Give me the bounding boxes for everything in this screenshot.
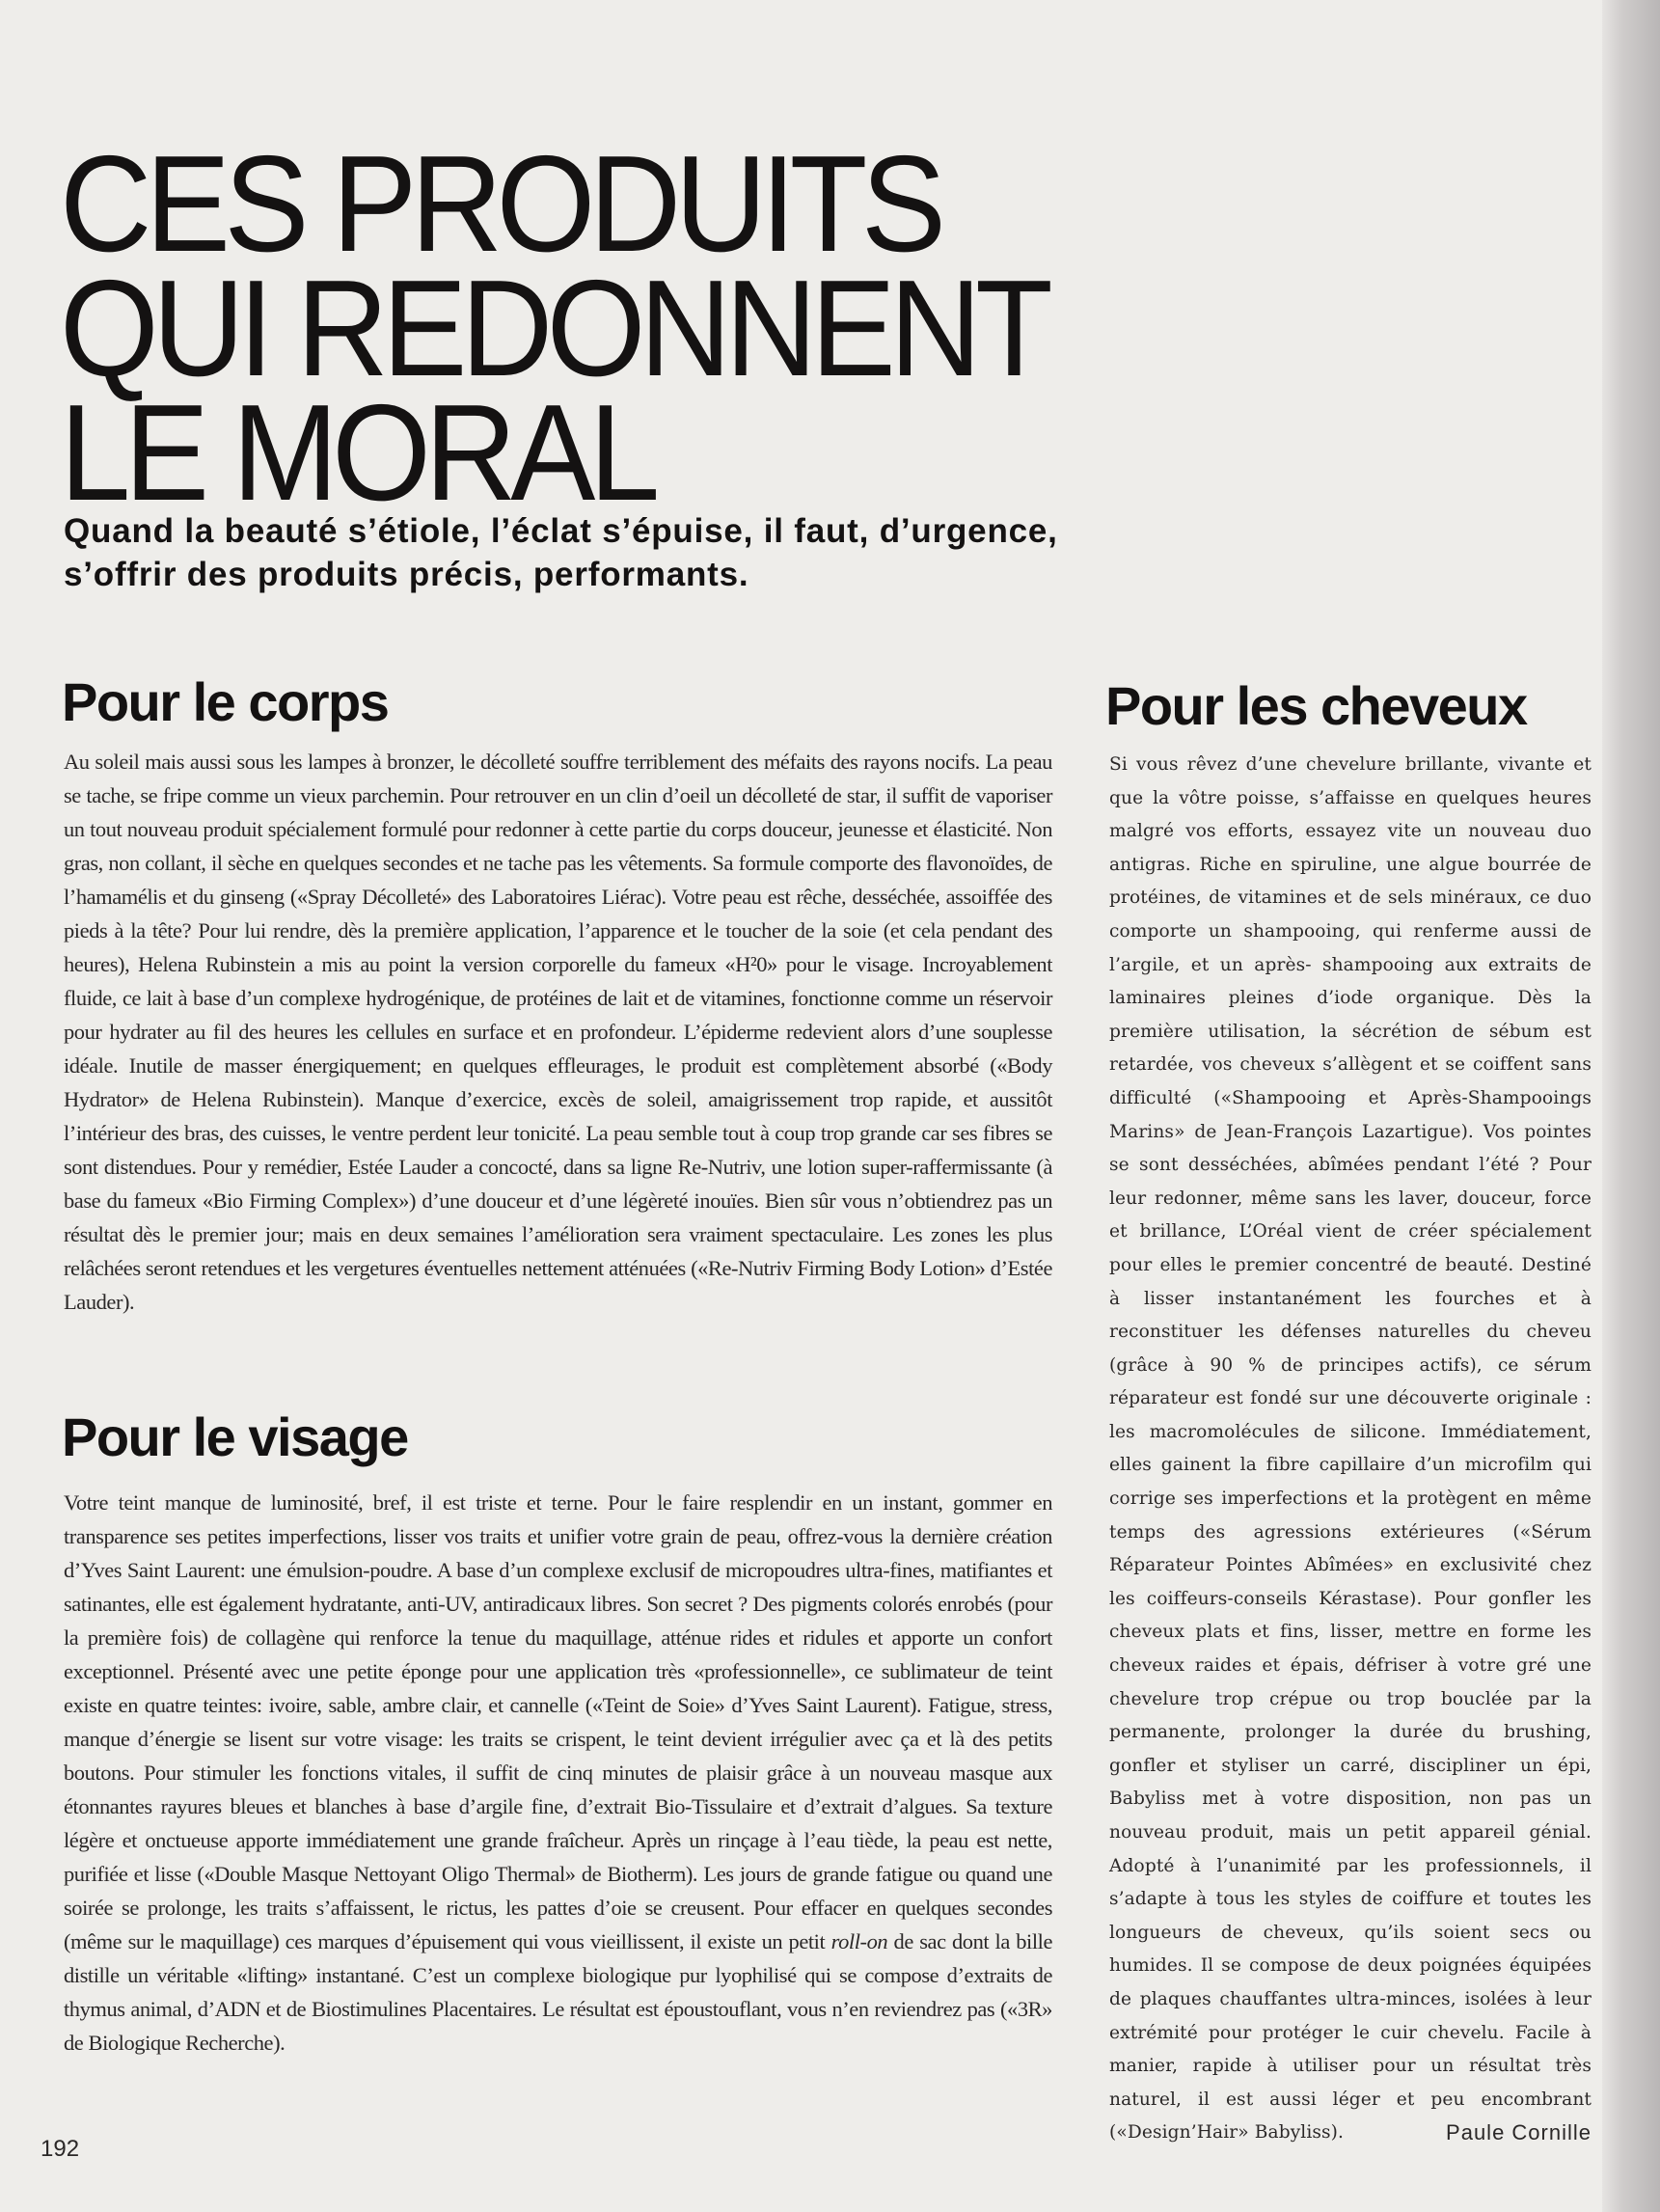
visage-text-part: Votre teint manque de luminosité, bref, il est triste et terne. Pour le faire resplendir en un instant, gommer en transparence ses petites imperfections, lisser vos traits et unifier votre grain de peau, offrez-vous la dernière création d’Yves Saint Laurent: une émulsion-poudre. A base d’un complexe exclusif de micropoudres ultra-fines, matifiantes et satinantes, elle est également hydratante, anti-UV, antiradicaux libres. Son secret ? Des pigments colorés enrobés (pour la première fois) de collagène qui renforce la tenue du maquillage, atténue rides et ridules et apporte un confort exceptionnel. Présenté avec une petite éponge pour une application très «professionnelle», ce sublimateur de teint existe en quatre teintes: ivoire, sable, ambre clair, et cannelle («Teint de Soie» d’Yves Saint Laurent). Fatigue, stress, manque d’énergie se lisent sur votre visage: les traits se crispent, le teint devient irrégulier avec ça et là des petits boutons. Pour stimuler les fonctions vitales, il suffit de cinq minutes de plaisir grâce à un nouveau masque aux étonnantes rayures bleues et blanches à base d’argile fine, d’extrait Bio-Tissulaire et d’extrait d’algues. Sa texture légère et onctueuse apporte immédiatement une grande fraîcheur. Après un rinçage à l’eau tiède, la peau est nette, purifiée et lisse («Double Masque Nettoyant Oligo Thermal» de Biotherm). Les jours de grande fatigue ou quand une soirée se prolonge, les traits s’affaissent, le rictus, les pattes d’oie se creusent. Pour effacer en quelques secondes (même sur le maquillage) ces marques d’épuisement qui vous vieillissent, il existe un petit bbox=[64, 1490, 1052, 1953]
page-number: 192 bbox=[41, 2136, 80, 2162]
visage-text-part: de sac dont la bille distille un véritable «lifting» instantané. C’est un complexe biologique pur lyophilisé qui se compose d’extraits de thymus animal, d’ADN et de Biostimulines Placentaires. Le résultat est époustouflant, vous n’en reviendrez pas («3R» de Biologique Recherche). bbox=[64, 1929, 1052, 2055]
visage-text-italic: roll-on bbox=[830, 1929, 888, 1953]
section-heading-cheveux: Pour les cheveux bbox=[1105, 675, 1527, 736]
cheveux-text: Si vous rêvez d’une chevelure brillante, vivante et que la vôtre poisse, s’affaisse en quelques heures malgré vos efforts, essayez vite un nouveau duo antigras. Riche en spiruline, une algue bourrée de protéines, de vitamines et de sels minéraux, ce duo comporte un shampooing, qui renferme aussi de l’argile, et un après- shampooing aux extraits de laminaires pleines d’iode organique. Dès la première utilisation, la sécrétion de sébum est retardée, vos cheveux s’allègent et se coiffent sans difficulté («Shampooing et Après-Shampooings Marins» de Jean-François Lazartigue). Vos pointes se sont desséchées, abîmées pendant l’été ? Pour leur redonner, même sans les laver, douceur, force et brillance, L’Oréal vient de créer spécialement pour elles le premier concentré de beauté. Destiné à lisser instantanément les fourches et à reconstituer les défenses naturelles du cheveu (grâce à 90 % de principes actifs), ce sérum réparateur est fondé sur une découverte originale : les macromolécules de silicone. Immédiatement, elles gainent la fibre capillaire d’un microfilm qui corrige ses imperfections et la protègent en même temps des agressions extérieures («Sérum Réparateur Pointes Abîmées» en exclusivité chez les coiffeurs-conseils Kérastase). Pour gonfler les cheveux plats et fins, lisser, mettre en forme les cheveux raides et épais, défriser à votre gré une chevelure trop crépue ou trop bouclée par la permanente, prolonger la durée du brushing, gonfler et styliser un carré, discipliner un épi, Babyliss met à votre disposition, non pas un nouveau produit, mais un petit appareil génial. Adopté à l’unanimité par les professionnels, il s’adapte à tous les styles de coiffure et toutes les longueurs de cheveux, qu’ils soient secs ou humides. Il se compose de deux poignées équipées de plaques chauffantes ultra-minces, isolées à leur extrémité pour protéger le cuir chevelu. Facile à manier, rapide à utiliser pour un résultat très naturel, il est aussi léger et peu encombrant («Design’Hair» Babyliss). bbox=[1109, 754, 1592, 2144]
section-text-visage bbox=[64, 1486, 1052, 2060]
title-line: QUI REDONNENT bbox=[60, 252, 1048, 406]
author-signature: Paule Cornille bbox=[1446, 2120, 1592, 2145]
section-text-corps: Au soleil mais aussi sous les lampes à bronzer, le décolleté souffre terriblement des méfaits des rayons nocifs. La peau se tache, se fripe comme un vieux parchemin. Pour retrouver en un clin d’oeil un décolleté de star, il suffit de vaporiser un tout nouveau produit spécialement formulé pour redonner à cette partie du corps douceur, jeunesse et élasticité. Non gras, non collant, il sèche en quelques secondes et ne tache pas les vêtements. Sa formule comporte des flavonoïdes, de l’hamamélis et du ginseng («Spray Décolleté» des Laboratoires Liérac). Votre peau est rêche, desséchée, assoiffée des pieds à la tête? Pour lui rendre, dès la première application, l’apparence et le toucher de la soie (et cela pendant des heures), Helena Rubinstein a mis au point la version corporelle du fameux «H²0» pour le visage. Incroyablement fluide, ce lait à base d’un complexe hydrogénique, de protéines de lait et de vitamines, fonctionne comme un réservoir pour hydrater au fil des heures les cellules en surface et en profondeur. L’épiderme redevient alors d’une souplesse idéale. Inutile de masser énergiquement; en quelques effleurages, le produit est complètement absorbé («Body Hydrator» de Helena Rubinstein). Manque d’exercice, excès de soleil, amaigrissement trop rapide, et aussitôt l’intérieur des bras, des cuisses, le ventre perdent leur tonicité. La peau semble tout à coup trop grande car ses fibres se sont distendues. Pour y remédier, Estée Lauder a concocté, dans sa ligne Re-Nutriv, une lotion super-raffermissante (à base du fameux «Bio Firming Complex») d’une douceur et d’une légèreté inouïes. Bien sûr vous n’obtiendrez pas un résultat dès le premier jour; mais en deux semaines l’amélioration sera vraiment spectaculaire. Les zones les plus relâchées seront retendues et les vergetures éventuelles nettement atténuées («Re-Nutriv Firming Body Lotion» d’Estée Lauder). bbox=[64, 750, 1052, 1314]
section-heading-corps: Pour le corps bbox=[62, 671, 389, 732]
title-line: CES PRODUITS bbox=[60, 127, 940, 282]
section-text-cheveux bbox=[1109, 749, 1592, 2150]
article-title bbox=[60, 127, 1048, 531]
page-gutter-shadow bbox=[1602, 0, 1660, 2212]
title-line: LE MORAL bbox=[60, 376, 654, 531]
section-heading-visage: Pour le visage bbox=[62, 1406, 408, 1467]
article-subtitle: Quand la beauté s’étiole, l’éclat s’épuise, il faut, d’urgence, s’offrir des produits précis, performants. bbox=[64, 512, 1058, 593]
